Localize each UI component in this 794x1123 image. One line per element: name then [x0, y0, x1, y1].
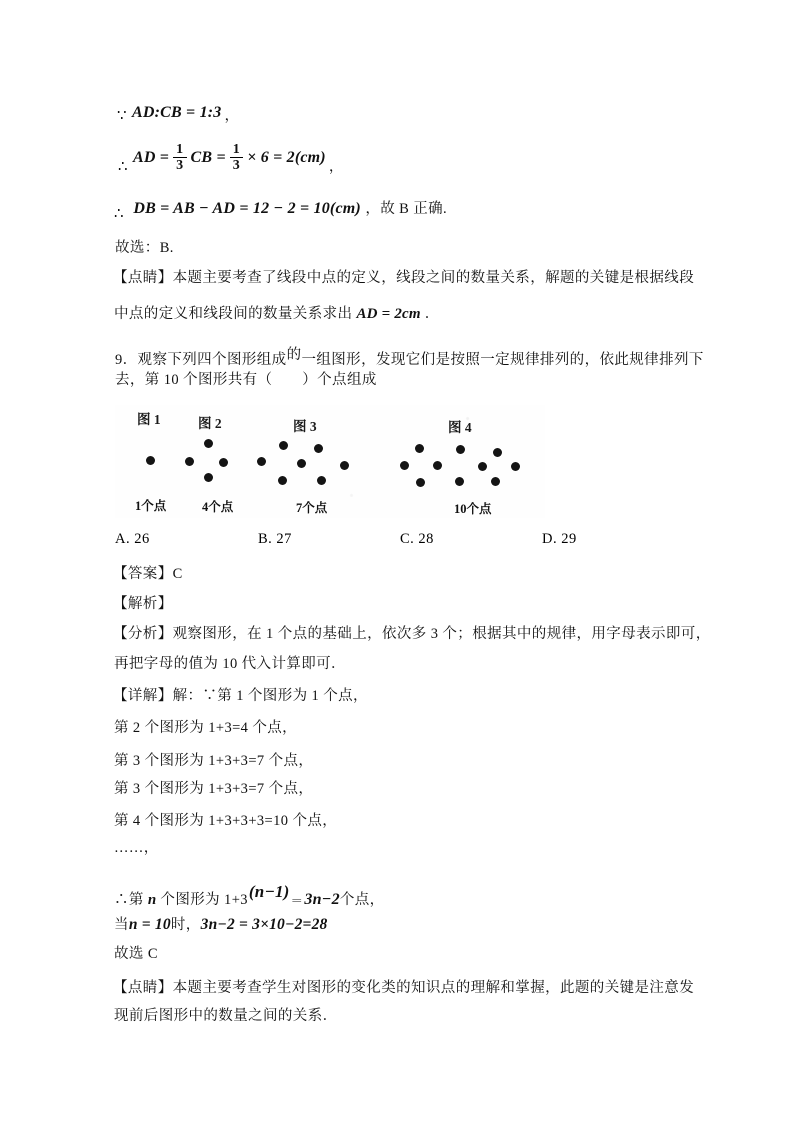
formula-db — [114, 199, 447, 224]
note-label-9: 【点睛】 — [113, 980, 173, 996]
pattern-dot — [491, 477, 500, 486]
var-n: n — [147, 892, 157, 908]
answer-value: C — [172, 566, 183, 582]
figure-count-label-3: 7个点 — [296, 501, 328, 515]
option-a: A. 26 — [115, 531, 150, 547]
detail-label: 【详解】 — [113, 688, 173, 704]
figure-label-4: 图 4 — [448, 420, 472, 435]
detail-step-2: 第 2 个图形为 1+3=4 个点， — [114, 720, 298, 736]
fenxi-label: 【分析】 — [113, 626, 173, 642]
fenxi-line1: 【分析】观察图形，在 1 个点的基础上，依次多 3 个；根据其中的规律，用字母表示即可， — [113, 626, 711, 642]
detail-step-3: 第 3 个图形为 1+3+3=7 个点， — [114, 753, 314, 769]
raised-char: 的 — [286, 347, 302, 363]
answer-label: 【答案】 — [113, 566, 173, 582]
therefore-symbol-3: ∴ — [114, 892, 129, 908]
fraction-denominator: 3 — [173, 157, 186, 174]
pattern-dot — [314, 444, 323, 453]
therefore-symbol: ∴ — [118, 159, 128, 175]
because-symbol: ∵ — [117, 108, 127, 124]
pattern-dot — [340, 461, 349, 470]
pattern-dot — [146, 456, 155, 465]
fraction-one-third-2 — [230, 142, 243, 174]
answer-row — [113, 564, 183, 584]
fraction-numerator: 1 — [176, 142, 184, 157]
figure-count-label-4: 10个点 — [454, 502, 492, 516]
formula-ad-rhs: × 6 = 2(cm) — [247, 149, 326, 166]
pattern-dot — [433, 461, 442, 470]
note-label-8: 【点睛】 — [113, 270, 173, 286]
choose-answer-8: 故选：B. — [115, 240, 174, 256]
simplified-term: 3n−2 — [304, 891, 340, 908]
n-equals-10: n = 10 — [128, 916, 171, 933]
fenxi-line2: 再把字母的值为 10 代入计算即可． — [114, 656, 346, 672]
pattern-dot — [204, 473, 213, 482]
pattern-dot — [416, 478, 425, 487]
evaluation-math: 3n−2 = 3×10−2=28 — [200, 916, 328, 933]
pattern-dot — [511, 462, 520, 471]
pattern-dot — [455, 477, 464, 486]
therefore-symbol-2: ∴ — [114, 206, 124, 222]
formula-ad-comma: ， — [328, 159, 344, 175]
nth-term-formula: ∴第 n 个图形为 1+3(n−1)＝3n−2个点， — [114, 882, 385, 908]
ad-2cm-math: AD = 2cm — [356, 306, 421, 322]
note-paragraph-8-line2: 中点的定义和线段间的数量关系求出 AD = 2cm ． — [114, 306, 440, 322]
pattern-dot — [204, 439, 213, 448]
fraction-numerator-2: 1 — [232, 142, 241, 157]
figure-label-1: 图 1 — [137, 412, 161, 427]
pattern-dot — [415, 444, 424, 453]
analysis-label: 【解析】 — [113, 596, 173, 612]
option-d: D. 29 — [542, 531, 577, 547]
option-b: B. 27 — [258, 531, 292, 547]
formula-db-tail: ，故 B 正确. — [365, 201, 448, 217]
substitution-line: 当n = 10时，3n−2 = 3×10−2=28 — [114, 916, 328, 933]
choose-answer-9: 故选 C — [114, 946, 158, 962]
pattern-dot — [279, 441, 288, 450]
figure-count-label-1: 1个点 — [135, 499, 167, 513]
pattern-dot — [257, 457, 266, 466]
formula-ad-lhs: AD = — [132, 149, 170, 166]
note-paragraph-9-line2: 现前后图形中的数量之间的关系． — [114, 1008, 338, 1024]
formula-ad-mid: CB = — [190, 149, 226, 166]
fraction-one-third — [173, 142, 186, 174]
equals-sign: ＝ — [290, 894, 304, 908]
pattern-dot — [400, 461, 409, 470]
pattern-figure — [115, 405, 545, 518]
pattern-dot — [185, 457, 194, 466]
note-paragraph-8-line1: 【点睛】本题主要考查了线段中点的定义，线段之间的数量关系，解题的关键是根据线段 — [113, 270, 695, 286]
detail-step-4: 第 4 个图形为 1+3+3+3=10 个点， — [114, 813, 338, 829]
option-c: C. 28 — [400, 531, 434, 547]
pattern-dot — [317, 476, 326, 485]
figure-label-2: 图 2 — [198, 416, 222, 431]
pattern-dot — [456, 445, 465, 454]
detail-step-3b: 第 3 个图形为 1+3+3=7 个点， — [114, 781, 314, 797]
figure-label-3: 图 3 — [293, 419, 317, 434]
pattern-dot — [219, 458, 228, 467]
pattern-dot — [478, 462, 487, 471]
formula-ratio-math: AD:CB = 1:3 — [131, 104, 222, 121]
note-paragraph-9-line1: 【点睛】本题主要考查学生对图形的变化类的知识点的理解和掌握，此题的关键是注意发 — [113, 980, 695, 996]
detail-line: 【详解】解：∵第 1 个图形为 1 个点， — [113, 688, 368, 704]
formula-ratio — [117, 103, 239, 123]
superscript-term: (n−1) — [248, 882, 290, 901]
pattern-dot — [297, 459, 306, 468]
pattern-dot — [493, 448, 502, 457]
formula-db-math: DB = AB − AD = 12 − 2 = 10(cm) — [133, 200, 361, 217]
fraction-denominator-2: 3 — [230, 157, 243, 174]
formula-ad — [118, 142, 344, 174]
question-9-stem-line1: 9．观察下列四个图形组成的一组图形，发现它们是按照一定规律排列的，依此规律排列下 — [115, 347, 704, 368]
question-9-stem-line2: 去，第 10 个图形共有（ ）个点组成 — [115, 372, 377, 388]
detail-ellipsis: ……， — [114, 840, 159, 856]
formula-ratio-comma: ， — [224, 108, 240, 124]
figure-count-label-2: 4个点 — [202, 500, 234, 514]
pattern-dot — [278, 476, 287, 485]
